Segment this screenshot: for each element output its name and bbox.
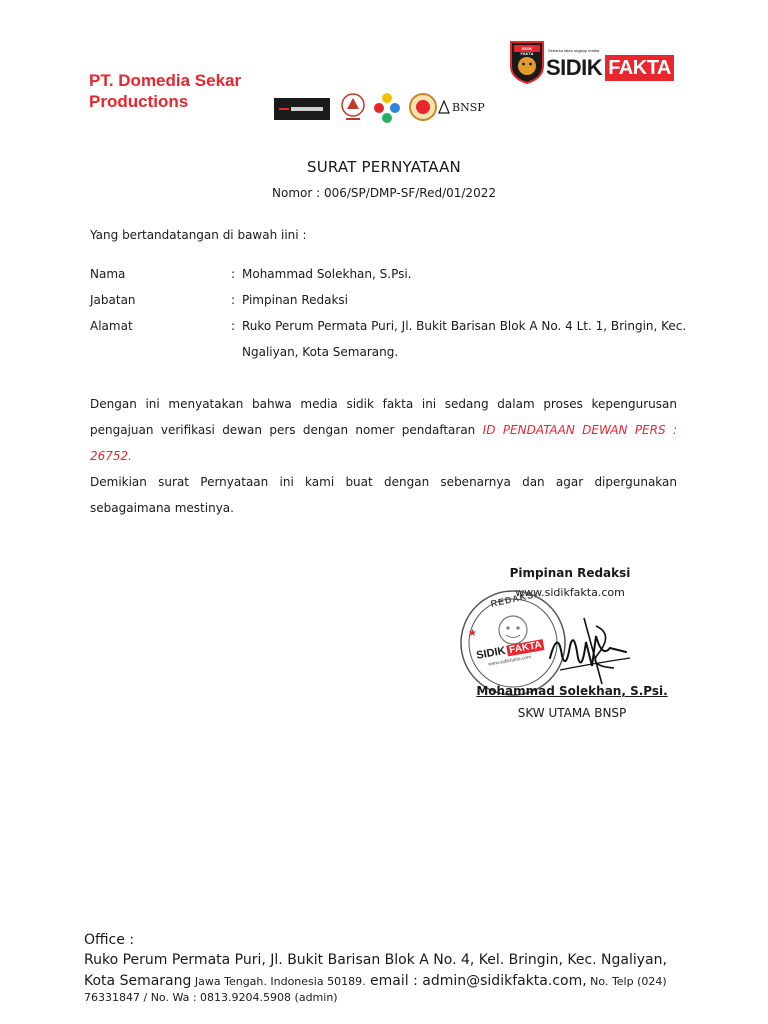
brand-wordmark-right: FAKTA xyxy=(605,55,674,81)
partner-logo-bnsp xyxy=(438,92,488,122)
field-colon: : xyxy=(231,267,236,281)
field-label-nama: Nama xyxy=(90,267,126,281)
field-colon: : xyxy=(231,319,236,333)
field-value-alamat-cont: Ngaliyan, Kota Semarang. xyxy=(242,345,399,359)
office-phone-line: 76331847 / No. Wa : 0813.9204.5908 (admin) xyxy=(84,991,338,1004)
svg-text:★: ★ xyxy=(468,628,477,639)
field-colon: : xyxy=(231,293,236,307)
company-name-line1: PT. Domedia Sekar xyxy=(89,71,242,90)
statement-paragraph xyxy=(90,391,677,469)
partner-logo-dps-icon xyxy=(372,92,402,124)
partner-logo-dark-icon xyxy=(274,98,330,120)
office-label: Office : xyxy=(84,932,135,948)
office-phone-prefix: No. Telp (024) xyxy=(586,975,667,988)
signatory-role: SKW UTAMA BNSP xyxy=(517,706,627,720)
statement-text: Dengan ini menyatakan bahwa media sidik fakta ini sedang dalam proses kepengurusan pengajuan verifikasi dewan pers dengan nomer pendaftaran xyxy=(90,397,677,437)
office-address-line2 xyxy=(84,970,704,991)
stamp-brand-right: FAKTA xyxy=(508,639,543,656)
bnsp-label: BNSP xyxy=(452,100,485,114)
signatory-name: Mohammad Solekhan, S.Psi. xyxy=(476,684,668,698)
stamp-brand-left: SIDIK xyxy=(475,644,507,662)
document-number: Nomor : 006/SP/DMP-SF/Red/01/2022 xyxy=(272,186,496,200)
closing-paragraph: Demikian surat Pernyataan ini kami buat dengan sebenarnya dan agar dipergunakan sebagaimana mestinya. xyxy=(90,475,677,515)
signature-title: Pimpinan Redaksi xyxy=(509,566,631,580)
stamp-website: www.sidikfakta.com xyxy=(487,654,532,668)
brand-tagline: Sebarka fakta ungkap realita xyxy=(548,48,599,53)
registration-id: ID PENDATAAN DEWAN PERS : 26752. xyxy=(90,423,677,463)
office-region: Jawa Tengah. Indonesia 50189. xyxy=(191,975,366,988)
office-address-line1: Ruko Perum Permata Puri, Jl. Bukit Barisan Blok A No. 4, Kel. Bringin, Kec. Ngaliyan, xyxy=(84,952,667,968)
field-value-alamat: Ruko Perum Permata Puri, Jl. Bukit Barisan Blok A No. 4 Lt. 1, Bringin, Kec. xyxy=(242,319,687,333)
intro-text: Yang bertandatangan di bawah iini : xyxy=(90,228,307,242)
office-email: email : admin@sidikfakta.com, xyxy=(365,973,587,989)
handwritten-signature-icon xyxy=(540,608,640,688)
office-city: Kota Semarang xyxy=(84,973,192,989)
brand-wordmark xyxy=(546,54,674,82)
stamp-top-text: REDAKSI xyxy=(489,589,539,609)
sidik-fakta-brand xyxy=(508,40,680,90)
document-title: SURAT PERNYATAAN xyxy=(307,158,461,176)
partner-logo-emblem-icon xyxy=(338,92,368,122)
signature-website: www.sidikfakta.com xyxy=(515,586,625,599)
partner-logo-seal-icon xyxy=(408,92,438,122)
field-label-jabatan: Jabatan xyxy=(90,293,136,307)
office-footer xyxy=(84,930,704,1004)
field-label-alamat: Alamat xyxy=(90,319,133,333)
company-name-line2: Productions xyxy=(89,92,189,111)
brand-wordmark-left: SIDIK xyxy=(546,55,603,80)
field-value-nama: Mohammad Solekhan, S.Psi. xyxy=(242,267,412,281)
shield-badge-text: SIDIK FAKTA xyxy=(520,46,534,56)
company-name xyxy=(89,70,241,112)
field-value-jabatan: Pimpinan Redaksi xyxy=(242,293,349,307)
bnsp-icon xyxy=(438,100,450,114)
